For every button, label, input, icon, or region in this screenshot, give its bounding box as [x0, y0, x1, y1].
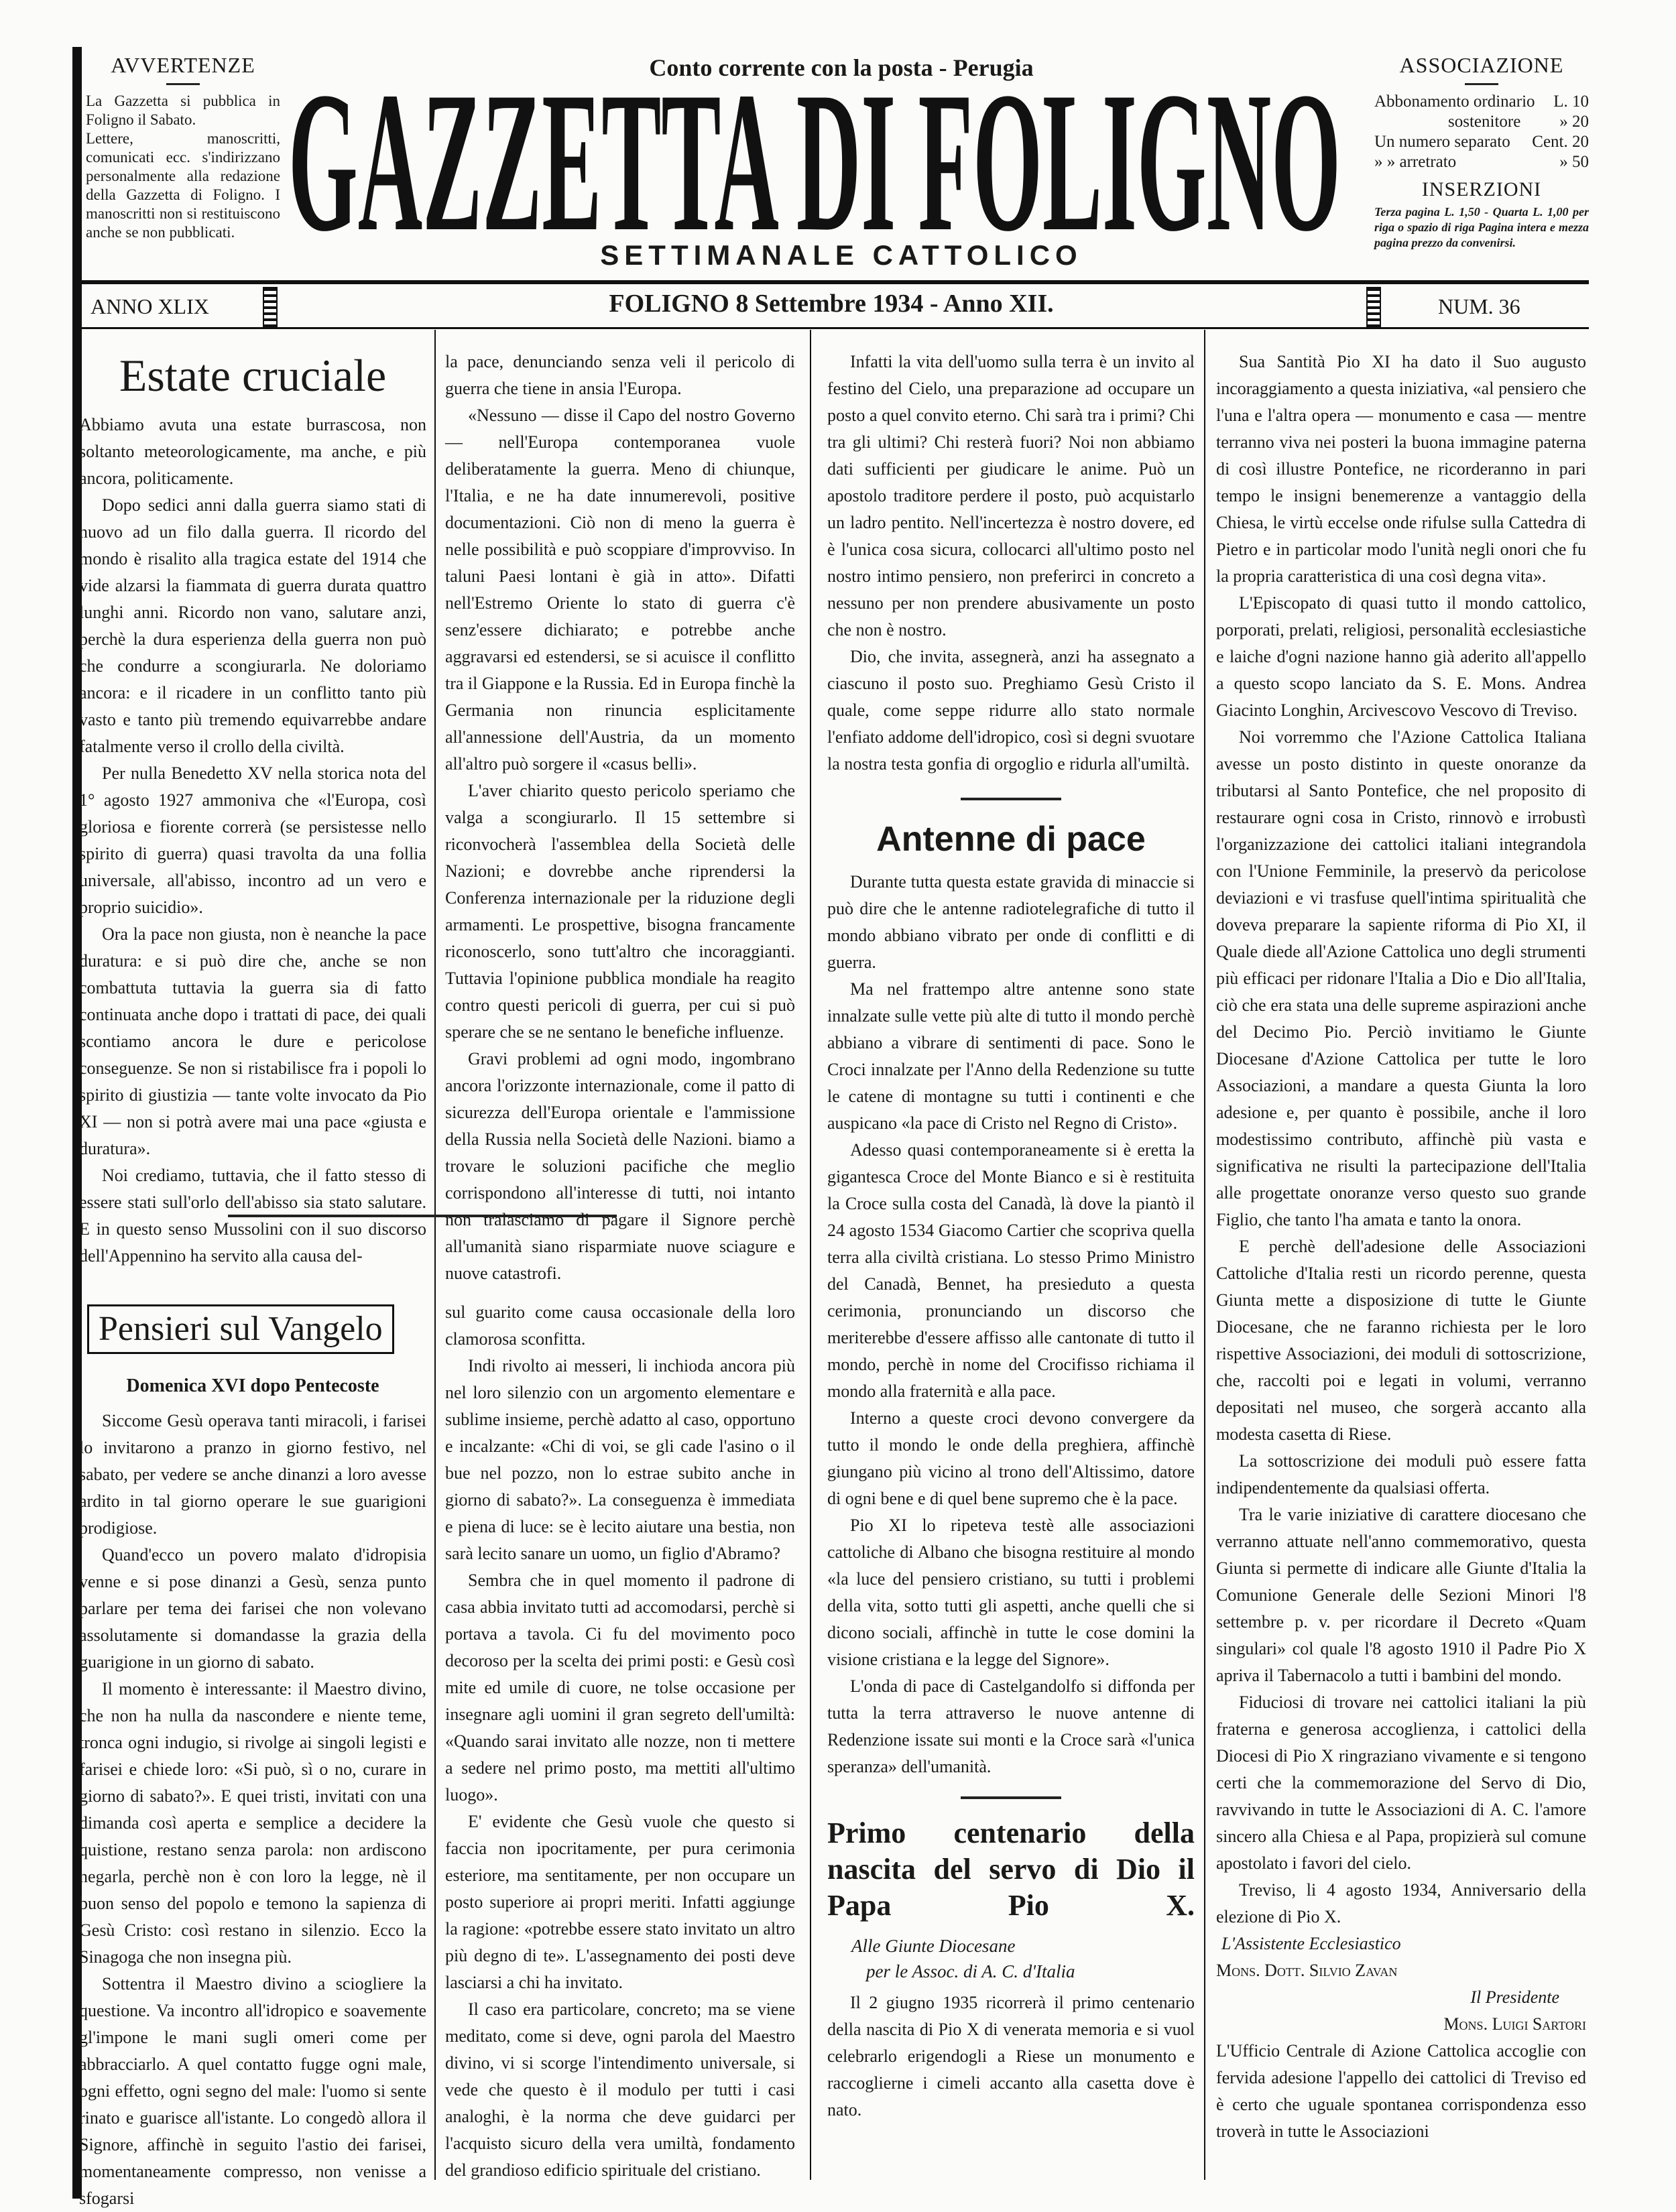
- paragraph: Gravi problemi ad ogni modo, ingombrano ancora l'orizzonte internazionale, come il patto di sicurezza dell'Europa orientale e l'ammissione della Russia nella Società delle Nazioni. biamo a trovare le soluzioni pacifiche che meglio corrispondono all'interesse di tutti, noi intanto non tralasciamo di pagare il Signore perchè all'umanità siano risparmiate nuove sciagure e nuove catastrofi.: [445, 1049, 795, 1283]
- article-body: [79, 412, 426, 1270]
- paragraph: «Nessuno — disse il Capo del nostro Governo — nell'Europa contemporanea vuole deliberatamente la guerra. Meno di chiunque, l'Italia, e ne ha date innumerevoli, positive documentazioni. Ciò non di meno la guerra è nelle possibilità e può scoppiare d'improvviso. In taluni Paesi lontani è già in atto». Difatti nell'Estremo Oriente lo stato di guerra c'è senz'essere dichiarato; e potrebbe anche aggravarsi ed estendersi, se si acuisce il conflitto tra il Giappone e la Russia. Ed in Europa finchè la Germania non rinuncia esplicitamente all'annessione dell'Austria, da un momento all'altro può sorgere il «casus belli».: [445, 406, 796, 774]
- paragraph: L'onda di pace di Castelgandolfo si diffonda per tutta la terra attraverso le nuove antenne di Redenzione issate sui monti e la Croce sarà «l'unica speranza» dell'umanità.: [827, 1676, 1195, 1776]
- paragraph: Noi crediamo, tuttavia, che il fatto stesso di essere stati sull'orlo dell'abisso sia stato salutare. E in questo senso Mussolini con il suo discorso dell'Appennino ha servito alla causa del-: [79, 1166, 426, 1266]
- paragraph: Infatti la vita dell'uomo sulla terra è un invito al festino del Cielo, una preparazione ad occupare un posto a quel convito eterno. Chi sarà tra i primi? Chi tra gli ultimi? Chi resterà fuori? Noi non abbiamo dati sufficienti per giudicare le anime. Può un apostolo traditore perdere il posto, può acquistarlo un ladro pentito. Nell'incertezza è nostro dovere, ed è l'unica cosa sicura, collocarci all'ultimo posto nel nostro intimo pensiero, non preferirci in concreto a nessuno per non prendere abusivamente un posto che non è nostro.: [827, 352, 1195, 639]
- paragraph: Sottentra il Maestro divino a sciogliere la questione. Va incontro all'idropico e soavemente gl'impone le mani sugli omeri come per abbracciarlo. A quel contatto fugge ogni male, ogni effetto, ogni segno del male: l'uomo si sente rinato e guarisce all'istante. Lo congedò allora il Signore, affinchè in seguito l'astio dei farisei, momentaneamente compresso, non venisse a sfogarsi: [79, 1974, 426, 2208]
- avvertenze-title: AVVERTENZE: [111, 53, 255, 77]
- paragraph: la pace, denunciando senza veli il pericolo di guerra che tiene in ansia l'Europa.: [445, 352, 795, 398]
- paragraph: Siccome Gesù operava tanti miracoli, i farisei lo invitarono a pranzo in giorno festivo, nel sabato, per vedere se anche dinanzi a loro avesse ardito in tal giorno operare le sue guarigioni prodigiose.: [79, 1411, 426, 1538]
- paragraph: L'aver chiarito questo pericolo speriamo che valga a scongiurarlo. Il 15 settembre si riconvocherà l'assemblea della Società delle Nazioni; e dovrebbe anche riprendersi la Conferenza internazionale per la riduzione degli armamenti. Le prospettive, bisogna francamente riconoscerlo, sono tutt'altro che incoraggianti. Tuttavia l'opinione pubblica mondiale ha reagito contro questi pericoli di guerra, per cui si può sperare che se ne sentano le benefiche influenze.: [445, 781, 795, 1042]
- column-rule: [810, 330, 811, 2180]
- article-title: Antenne di pace: [876, 820, 1146, 859]
- paragraph: Dopo sedici anni dalla guerra siamo stati di nuovo ad un filo dalla guerra. Il ricordo del mondo è risalito alla tragica estate del 1914 che vide alzarsi la fiammata di guerra durata quattro lunghi anni. Ricordo non vano, salutare anzi, perchè la dura esperienza della guerra non può che condurre a scongiurarla. Ne doloriamo ancora: e il ricadere in un conflitto tanto più vasto e tanto più tremendo equivarrebbe andare fatalmente verso il crollo della civiltà.: [79, 495, 426, 756]
- rate-row: [1374, 92, 1589, 112]
- divider: [1465, 83, 1498, 85]
- paragraph: Dio, che invita, assegnerà, anzi ha assegnato a ciascuno il posto suo. Preghiamo Gesù Cristo il quale, come seppe ridurre allo stato normale l'enfiato addome dell'idropico, così si degni svuotare la nostra testa gonfia di orgoglio e ridurla all'umiltà.: [827, 647, 1195, 774]
- article-body: [827, 869, 1195, 1780]
- rate-row: [1374, 132, 1589, 152]
- rate-label: Un numero separato: [1374, 133, 1510, 151]
- dateline-date: FOLIGNO 8 Settembre 1934 - Anno XII.: [609, 290, 1054, 318]
- article-title: Primo centenario della nascita del servo di Dio il Papa Pio X.: [827, 1817, 1195, 1922]
- rate-row: [1374, 152, 1589, 172]
- anno: ANNO XLIX: [91, 294, 209, 318]
- ornament: [1366, 287, 1381, 327]
- header-rule: [80, 327, 1589, 329]
- paragraph: L'Episcopato di quasi tutto il mondo cattolico, porporati, prelati, religiosi, personalità ecclesiastiche e laiche d'ogni nazione hanno già aderito all'appello a questo scopo lanciato da S. E. Mons. Andrea Giacinto Longhin, Arcivescovo Vescovo di Treviso.: [1216, 593, 1586, 720]
- ornament: [263, 287, 278, 327]
- masthead-subtitle: SETTIMANALE CATTOLICO: [600, 239, 1083, 271]
- article-body: [445, 349, 795, 1287]
- section-rule: [961, 1796, 1061, 1799]
- rate-row: [1374, 112, 1589, 132]
- article-title: Estate cruciale: [119, 350, 387, 401]
- paragraph: Il 2 giugno 1935 ricorrerà il primo centenario della nascita di Pio X di venerata memoria e si vuol celebrarlo erigendogli a Riese un monumento e raccoglierne i cimeli accanto alla casetta dove è nato.: [827, 1993, 1195, 2119]
- associazione-title: ASSOCIAZIONE: [1399, 53, 1564, 77]
- paragraph: Durante tutta questa estate gravida di minaccie si può dire che le antenne radiotelegrafiche di tutto il mondo abbiano vibrato per onde di conflitti e di guerra.: [827, 872, 1195, 972]
- inserzioni-text: Terza pagina L. 1,50 - Quarta L. 1,00 per riga o spazio di riga Pagina intera e mezza pagina prezzo da convenirsi.: [1374, 205, 1589, 249]
- rate-label: sostenitore: [1448, 113, 1521, 131]
- header-rule: [80, 280, 1589, 284]
- column-2: [445, 349, 795, 2184]
- article-body: [79, 1408, 426, 2212]
- paragraph: Ma nel frattempo altre antenne sono state innalzate sulle vette più alte di tutto il mondo perchè abbiano a vibrare di sentimenti di pace. Sono le Croci innalzate per l'Anno della Redenzione su tutte le catene di montagne su tutti i continenti e che auspicano «la pace di Cristo nel Regno di Cristo».: [827, 979, 1195, 1133]
- article-title: Pensieri sul Vangelo: [87, 1304, 394, 1354]
- rate-value: » 20: [1559, 113, 1589, 131]
- article-body: [827, 1989, 1195, 2124]
- paragraph: Quand'ecco un povero malato d'idropisia venne e si pose dinanzi a Gesù, senza punto parlare per tema dei farisei che non volevano assolutamente si domandasse la grazia della guarigione in un giorno di sabato.: [79, 1545, 426, 1672]
- paragraph: Tra le varie iniziative di carattere diocesano che verranno attuate nell'anno commemorativo, questa Giunta si permette di indicare alle Giunte d'Italia la Comunione Generale delle Sezioni Minori l'8 settembre p. v. per ricordare il Decreto «Quam singulari» col quale l'8 agosto 1910 il Padre Pio X apriva il Tabernacolo a tutti i bambini del mondo.: [1216, 1505, 1586, 1685]
- column-3: [827, 349, 1195, 2124]
- inserzioni-title: INSERZIONI: [1421, 178, 1542, 200]
- column-rule: [434, 330, 436, 2180]
- article-body: [1216, 349, 1586, 1930]
- numero: NUM. 36: [1438, 294, 1520, 318]
- divider: [166, 83, 200, 85]
- paragraph: Per nulla Benedetto XV nella storica nota del 1° agosto 1927 ammoniva che «l'Europa, così gloriosa e fiorente correrà (se persistesse nello spirito di guerra) quasi travolta da una follia universale, all'abisso, incontro ad un vero e proprio suicidio».: [79, 763, 426, 917]
- signature-name: Mons. Luigi Sartori: [1443, 2014, 1586, 2034]
- rate-label: Abbonamento ordinario: [1374, 93, 1535, 111]
- paragraph: Noi vorremmo che l'Azione Cattolica Italiana avesse un posto distinto in queste onoranze da tributarsi al Santo Pontefice, che nel proposito di restaurare ogni cosa in Cristo, rinnovò e irrobustì l'organizzazione dei cattolici italiani integrandola con l'Unione Femminile, la preservò da pericolose deviazioni e vi trasfuse quell'intima spiritualità che doveva preparare la sapiente riforma di Pio XI, il Quale diede all'Azione Cattolica uno degli strumenti più efficaci per ridonare l'Italia a Dio e Dio all'Italia, ciò che era stata una delle supreme aspirazioni anche del Decimo Pio. Perciò invitiamo le Giunte Diocesane d'Azione Cattolica per tutte le loro Associazioni, a mandare a questa Giunta la loro adesione e, per quanto è possibile, anche il loro modestissimo contributo, affinchè più vasta e significativa ne risulti la partecipazione dell'Italia alle progettate onoranze verso questo suo grande Figlio, che tanto l'ha amata e tanto la onora.: [1216, 727, 1586, 1229]
- article-body: [827, 349, 1195, 778]
- article-pensieri-sul-vangelo: [79, 1270, 426, 2212]
- avvertenze-box: [86, 52, 280, 242]
- paragraph: E perchè dell'adesione delle Associazioni Cattoliche d'Italia resti un ricordo perenne, questa Giunta mette a disposizione di tutte le Giunte Diocesane, che ne faranno richiesta per le loro rispettive Associazioni, dei moduli di sottoscrizione, che, raccolti poi e legati in volumi, verranno depositati nel museo, che sorgerà accanto alla modesta casetta di Riese.: [1216, 1237, 1586, 1444]
- column-4: [1216, 349, 1586, 2145]
- paragraph: Sembra che in quel momento il padrone di casa abbia invitato tutti ad accomodarsi, perchè si portava a tavola. Ci fu del movimento poco decoroso per la scelta dei primi posti: e Gesù così mite ed umile di cuore, ne tolse occasione per insegnare agli uomini il gran segreto dell'umiltà: «Quando sarai invitato alle nozze, non ti mettere a sedere nel primo posto, ma mettiti all'ultimo luogo».: [445, 1571, 795, 1804]
- conto-corrente: Conto corrente con la posta - Perugia: [649, 54, 1034, 81]
- paragraph: E' evidente che Gesù vuole che questo si faccia non ipocritamente, per pura cerimonia esteriore, ma sentitamente, per non occupare un posto superiore ai propri meriti. Infatti aggiunge la ragione: «potrebbe essere stato invitato un altro più degno di te». L'assegnamento dei posti deve lasciarsi a chi ha invitato.: [445, 1812, 795, 1992]
- masthead: [288, 80, 1348, 233]
- paragraph: Ora la pace non giusta, non è neanche la pace duratura: e si può dire che, anche se non combattuta tuttavia la guerra sia di fatto continuata anche dopo i trattati di pace, dei quali scontiamo ancora le dure e pericolose conseguenze. Se non si ristabilisce fra i popoli lo spirito di giustizia — tante volte invocato da Pio XI — non si potrà avere mai una pace «giusta e duratura».: [79, 924, 426, 1158]
- article-estate-cruciale: [79, 349, 426, 1270]
- signature-role: L'Assistente Ecclesiastico: [1221, 1934, 1401, 1953]
- paragraph: L'Ufficio Centrale di Azione Cattolica accoglie con fervida adesione l'appello dei cattolici di Treviso ed è certo che uguale spontanea corrispondenza esso troverà in tutte le Associazioni: [1216, 2041, 1586, 2141]
- paragraph: Adesso quasi contemporaneamente si è eretta la gigantesca Croce del Monte Bianco e si è restituita la Croce sulla costa del Canadà, là dove la piantò il 24 agosto 1534 Giacomo Cartier che scopriva quella terra alla civiltà cristiana. Lo stesso Primo Ministro del Canadà, Bennet, ha presieduto a questa cerimonia, pronunciando un discorso che meriterebbe d'essere affisso alle cantonate di tutto il mondo, perchè in nome del Crocifisso richiama il mondo alla fraternità e alla pace.: [827, 1140, 1195, 1401]
- signature-name: Mons. Dott. Silvio Zavan: [1216, 1961, 1398, 1980]
- associazione-box: [1374, 52, 1589, 251]
- paragraph: Interno a queste croci devono convergere da tutto il mondo le onde della preghiera, affinchè giungano più vicino al trono dell'Altissimo, datore di ogni bene e di quel bene supremo che è la pace.: [827, 1408, 1195, 1508]
- paragraph: Il caso era particolare, concreto; ma se viene meditato, come si deve, ogni parola del Maestro divino, vi si scorge l'intendimento universale, si vede che questo è il modulo per tutti i casi analoghi, è la norma che deve guidarci per l'acquisto sicuro della vera umiltà, fondamento del grandioso edificio spirituale del cristiano.: [445, 2000, 795, 2180]
- signature-role: Il Presidente: [1470, 1987, 1559, 2007]
- column-rule: [1204, 330, 1205, 2180]
- address-line: Alle Giunte Diocesane: [851, 1936, 1016, 1956]
- avvertenze-text: Lettere, manoscritti, comunicati ecc. s'indirizzano personalmente alla redazione della Gazzetta di Foligno. I manoscritti non si restituiscono anche se non pubblicati.: [86, 130, 280, 241]
- paragraph: La sottoscrizione dei moduli può essere fatta indipendentemente da qualsiasi offerta.: [1216, 1451, 1586, 1497]
- paragraph: Fiduciosi di trovare nei cattolici italiani la più fraterna e generosa accoglienza, i cattolici della Diocesi di Pio X ringraziano vivamente e si tengono certi che la commemorazione del Servo di Dio, ravvivando in tutte le Associazioni di A. C. l'amore sincero alla Chiesa e al Papa, propizierà sul comune apostolato i favori del cielo.: [1216, 1693, 1586, 1873]
- paragraph: Pio XI lo ripeteva testè alle associazioni cattoliche di Albano che bisogna restituire al mondo «la luce del pensiero cristiano, su tutti i problemi della vita, sotto tutti gli aspetti, anche quelli che si dicono sociali, affinchè in tutte le cose domini la visione cristiana e la legge del Signore».: [827, 1516, 1195, 1669]
- paragraph: Sua Santità Pio XI ha dato il Suo augusto incoraggiamento a questa iniziativa, «al pensiero che l'una e l'altra opera — monumento e casa — mentre terranno viva nei posteri la buona immagine paterna di così illustre Pontefice, ne ricorderanno in pari tempo le insigni benemerenze a vantaggio della Chiesa, le virtù eccelse onde rifulse sulla Cattedra di Pietro e in particolar modo l'unità negli onori che fu la propria caratteristica di una così degna vita».: [1216, 352, 1586, 586]
- paragraph: Abbiamo avuta una estate burrascosa, non soltanto meteorologicamente, ma anche, e più ancora, politicamente.: [79, 415, 426, 488]
- article-subtitle: Domenica XVI dopo Pentecoste: [126, 1375, 379, 1396]
- rate-value: L. 10: [1553, 93, 1589, 111]
- address-line: per le Assoc. di A. C. d'Italia: [866, 1961, 1075, 1981]
- avvertenze-text: La Gazzetta si pubblica in Foligno il Sabato.: [86, 93, 280, 128]
- article-body: [445, 1299, 795, 2184]
- section-rule: [961, 798, 1061, 800]
- paragraph: Il momento è interessante: il Maestro divino, che non ha nulla da nascondere e niente teme, tronca ogni indugio, si rivolge ai singoli legisti e farisei e chiede loro: «Si può, sì o no, curare in giorno di sabato?». E quei tristi, invitati con una dimanda così aperta e semplice a decidere la quistione, restano senza parola: non ardiscono negarla, perchè non è con loro la legge, nè il buon senso del popolo e temono la sapienza di Gesù Cristo: così restano in silenzio. Ecco la Sinagoga che non insegna più.: [79, 1679, 426, 1967]
- rate-label: » » arretrato: [1374, 153, 1457, 171]
- rate-value: » 50: [1559, 153, 1589, 171]
- paragraph: Indi rivolto ai messeri, li inchioda ancora più nel loro silenzio con un argomento elementare e sublime insieme, perchè adatto al caso, opportuno e incalzante: «Chi di voi, se gli cade l'asino o il bue nel pozzo, non lo estrae subito anche in giorno di sabato?». La conseguenza è immediata e piena di luce: se è lecito aiutare una bestia, non sarà lecito sanare un uomo, un figlio d'Abramo?: [445, 1356, 795, 1563]
- masthead-title: GAZZETTA DI FOLIGNO: [288, 80, 1341, 233]
- rate-value: Cent. 20: [1532, 133, 1589, 151]
- article-estate-cruciale-continued: [445, 349, 795, 1287]
- paragraph: Treviso, li 4 agosto 1934, Anniversario della elezione di Pio X.: [1216, 1880, 1586, 1926]
- article-pensieri-continued: [445, 1287, 795, 2184]
- paragraph: sul guarito come causa occasionale della loro clamorosa sconfitta.: [445, 1302, 795, 1349]
- column-1: [79, 349, 426, 2212]
